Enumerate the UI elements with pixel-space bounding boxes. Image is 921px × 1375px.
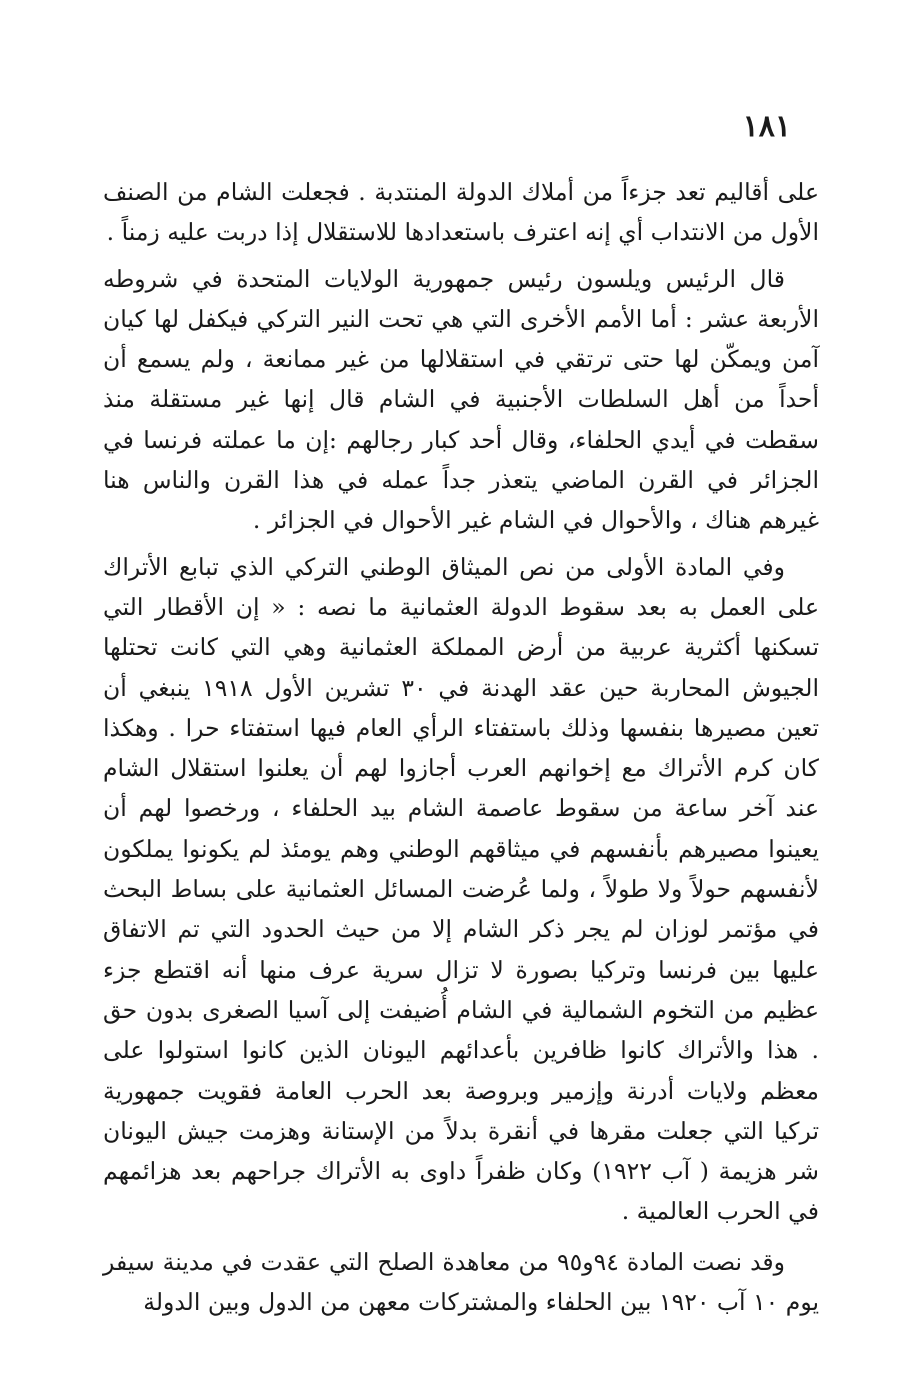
- paragraph-4: وقد نصت المادة ٩٤و٩٥ من معاهدة الصلح التي عقدت في مدينة سيفر يوم ١٠ آب ١٩٢٠ بين الحلفاء والمشتركات معهن من الدول وبين الدولة: [103, 1247, 819, 1317]
- paragraph-3: وفي المادة الأولى من نص الميثاق الوطني التركي الذي تبابع الأتراك على العمل به بعد سقوط الدولة العثمانية ما نصه : « إن الأقطار التي تسكنها أكثرية عربية من أرض المملكة العثمانية وهي التي كانت تحتلها الجيوش المحاربة حين عقد الهدنة في ٣٠ تشرين الأول ١٩١٨ ينبغي أن تعين مصيرها بنفسها وذلك باستفتاء الرأي العام فيها استفتاء حرا . وهكذا كان كرم الأتراك مع إخوانهم العرب أجازوا لهم أن يعلنوا استقلال الشام عند آخر ساعة من سقوط عاصمة الشام بيد الحلفاء ، ورخصوا لهم أن يعينوا مصيرهم بأنفسهم في ميثاقهم الوطني وهم يومئذ لم يكونوا يملكون لأنفسهم حولاً ولا طولاً ، ولما عُرضت المسائل العثمانية على بساط البحث في مؤتمر لوزان لم يجر ذكر الشام إلا من حيث الحدود التي تم الاتفاق عليها بين فرنسا وتركيا بصورة لا تزال سرية عرف منها أنه اقتطع جزء عظيم من التخوم الشمالية في الشام أُضيفت إلى آسيا الصغرى بدون حق . هذا والأتراك كانوا ظافرين بأعدائهم اليونان الذين كانوا استولوا على معظم ولايات أدرنة وإزمير وبروصة بعد الحرب العامة فقويت جمهورية تركيا التي جعلت مقرها في أنقرة بدلاً من الإستانة وهزمت جيش اليونان شر هزيمة ( آب ١٩٢٢) وكان ظفراً داوى به الأتراك جراحهم بعد هزائمهم في الحرب العالمية .: [103, 552, 819, 1226]
- paragraph-1: على أقاليم تعد جزءاً من أملاك الدولة المنتدبة . فجعلت الشام من الصنف الأول من الانتداب أي إنه اعترف باستعدادها للاستقلال إذا دربت عليه زمناً .: [103, 178, 819, 247]
- paragraph-2: قال الرئيس ويلسون رئيس جمهورية الولايات المتحدة في شروطه الأربعة عشر : أما الأمم الأخرى التي هي تحت النير التركي فيكفل لها كيان آمن ويمكّن لها حتى ترتقي في استقلالها من غير ممانعة ، ولم يسمع أن أحداً من أهل السلطات الأجنبية في الشام قال إنها غير مستقلة منذ سقطت في أيدي الحلفاء، وقال أحد كبار رجالهم :إن ما عملته فرنسا في الجزائر في القرن الماضي يتعذر جداً عمله في هذا القرن والناس هنا غيرهم هناك ، والأحوال في الشام غير الأحوال في الجزائر .: [103, 264, 819, 535]
- body-text: [103, 172, 819, 1332]
- page-number: ١٨١: [742, 109, 791, 144]
